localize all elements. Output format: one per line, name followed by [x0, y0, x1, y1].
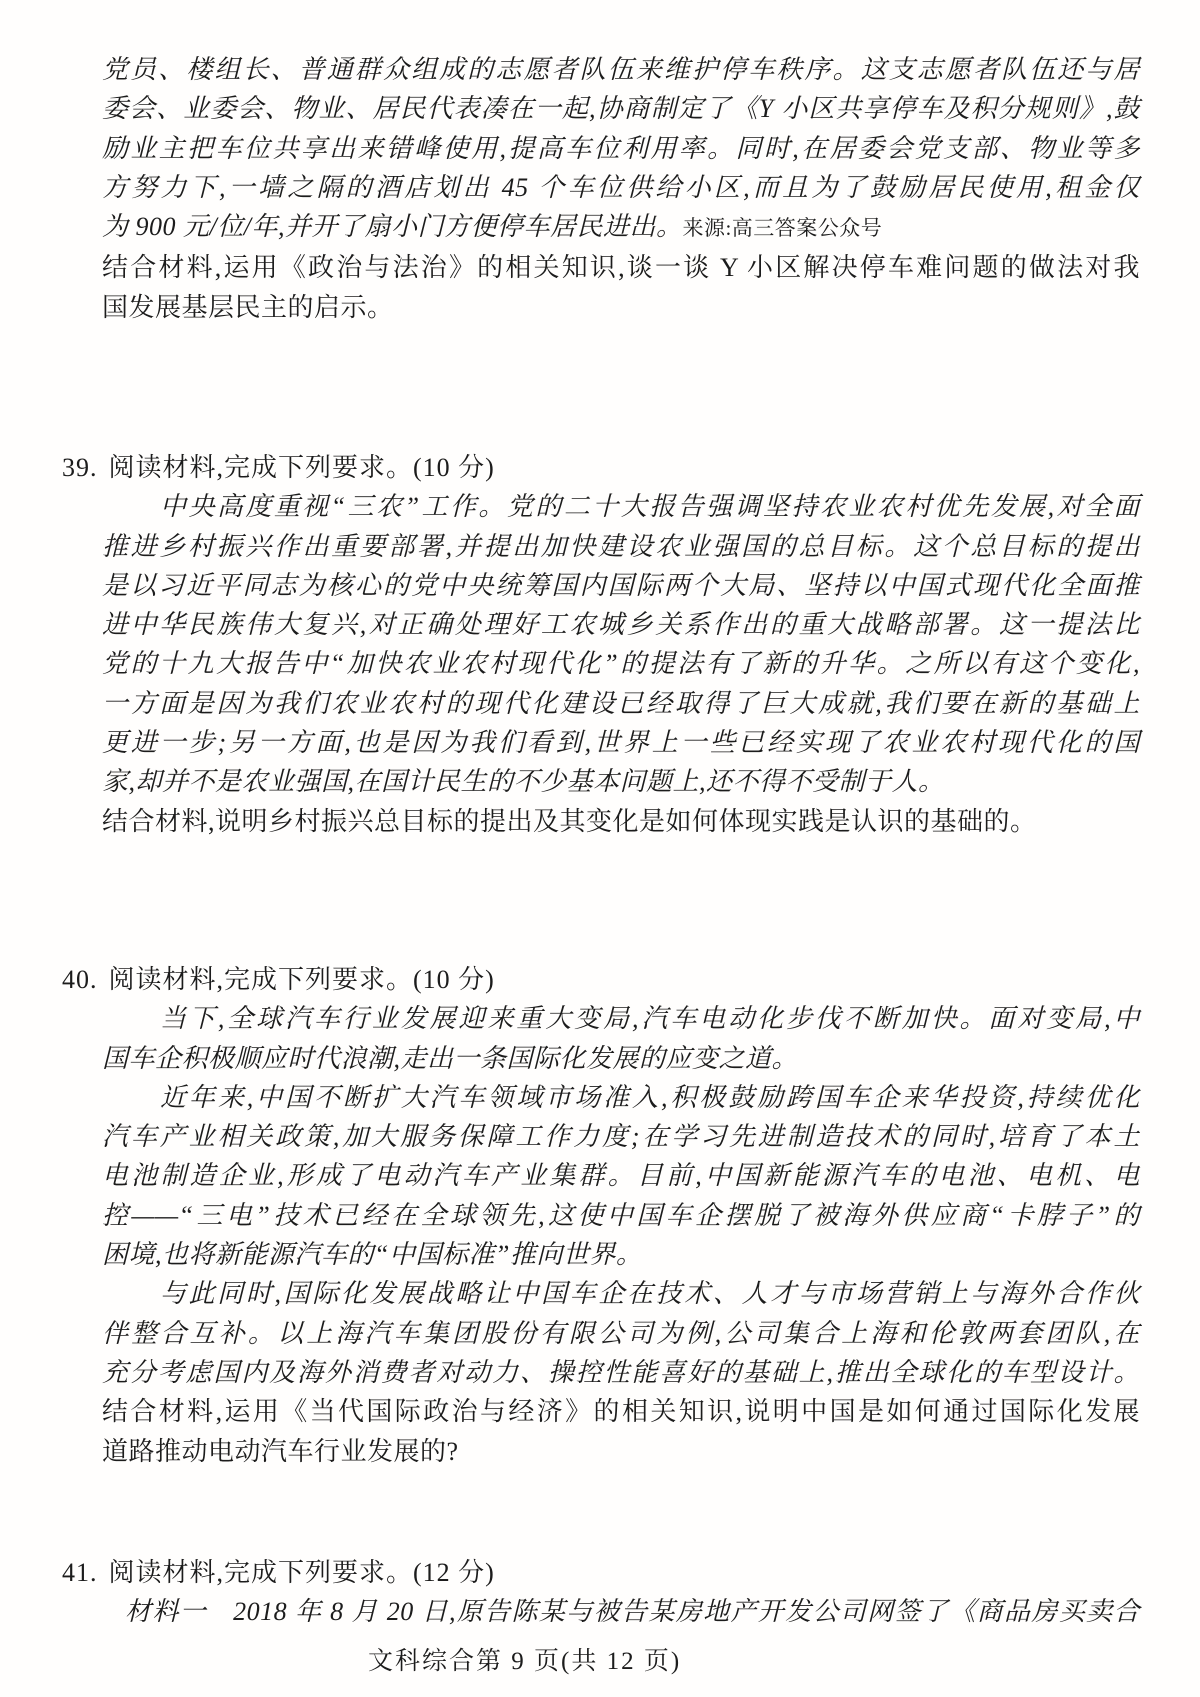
material-line: 是以习近平同志为核心的党中央统筹国内国际两个大局、坚持以中国式现代化全面推	[102, 570, 1140, 600]
question-40-number: 40.	[62, 965, 98, 994]
question-40	[62, 960, 1140, 1471]
material-line: 党的十九大报告中“加快农业农村现代化”的提法有了新的升华。之所以有这个变化,	[102, 649, 1140, 679]
material-line: 为 900 元/位/年,并开了扇小门方便停车居民进出。	[102, 212, 683, 242]
material-line: 汽车产业相关政策,加大服务保障工作力度;在学习先进制造技术的同时,培育了本土	[102, 1122, 1140, 1152]
material-line: 充分考虑国内及海外消费者对动力、操控性能喜好的基础上,推出全球化的车型设计。	[102, 1357, 1140, 1387]
material-line: 困境,也将新能源汽车的“中国标准”推向世界。	[102, 1240, 643, 1270]
material-line-with-label	[102, 1592, 1140, 1631]
material-line: 励业主把车位共享出来错峰使用,提高车位利用率。同时,在居委会党支部、物业等多	[102, 133, 1140, 163]
material-line: 委会、业委会、物业、居民代表凑在一起,协商制定了《Y 小区共享停车及积分规则》,鼓	[102, 94, 1140, 124]
material-line: 电池制造企业,形成了电动汽车产业集群。目前,中国新能源汽车的电池、电机、电	[102, 1161, 1140, 1191]
source-note: 来源:高三答案公众号	[682, 216, 883, 241]
material-line: 与此同时,国际化发展战略让中国车企在技术、人才与市场营销上与海外合作伙	[160, 1279, 1140, 1309]
material-line: 一方面是因为我们农业农村的现代化建设已经取得了巨大成就,我们要在新的基础上	[102, 688, 1140, 718]
question-41-heading	[62, 1553, 1140, 1592]
question-prompt-line: 道路推动电动汽车行业发展的?	[102, 1436, 459, 1466]
material-line: 当下,全球汽车行业发展迎来重大变局,汽车电动化步伐不断加快。面对变局,中	[160, 1004, 1140, 1034]
question-41-number: 41.	[62, 1558, 98, 1587]
material-line-with-source	[102, 207, 1140, 248]
material-line: 方努力下,一墙之隔的酒店划出 45 个车位供给小区,而且为了鼓励居民使用,租金仅	[102, 172, 1140, 202]
material-line: 国车企积极顺应时代浪潮,走出一条国际化发展的应变之道。	[102, 1043, 799, 1073]
question-39-title: 阅读材料,完成下列要求。(10 分)	[108, 453, 495, 482]
question-prompt-line: 国发展基层民主的启示。	[102, 292, 394, 322]
material-line: 更进一步;另一方面,也是因为我们看到,世界上一些已经实现了农业农村现代化的国	[102, 728, 1140, 758]
q38-continuation-block	[102, 50, 1140, 327]
question-prompt-line: 结合材料,说明乡村振兴总目标的提出及其变化是如何体现实践是认识的基础的。	[102, 806, 1037, 836]
material-line: 家,却并不是农业强国,在国计民生的不少基本问题上,还不得不受制于人。	[102, 767, 945, 797]
material-line: 2018 年 8 月 20 日,原告陈某与被告某房地产开发公司网签了《商品房买卖合	[233, 1597, 1140, 1627]
material-one-label: 材料一	[125, 1597, 208, 1627]
question-41	[62, 1553, 1140, 1632]
page-footer: 文科综合第 9 页(共 12 页)	[368, 1648, 682, 1675]
question-39	[62, 448, 1140, 841]
material-line: 中央高度重视“三农”工作。党的二十大报告强调坚持农业农村优先发展,对全面	[160, 492, 1140, 522]
question-41-title: 阅读材料,完成下列要求。(12 分)	[108, 1558, 495, 1587]
material-line: 控——“三电”技术已经在全球领先,这使中国车企摆脱了被海外供应商“卡脖子”的	[102, 1200, 1140, 1230]
question-39-heading	[62, 448, 1140, 487]
material-line: 进中华民族伟大复兴,对正确处理好工农城乡关系作出的重大战略部署。这一提法比	[102, 610, 1140, 640]
question-39-number: 39.	[62, 453, 98, 482]
material-line: 伴整合互补。以上海汽车集团股份有限公司为例,公司集合上海和伦敦两套团队,在	[102, 1318, 1140, 1348]
question-prompt-line: 结合材料,运用《当代国际政治与经济》的相关知识,说明中国是如何通过国际化发展	[102, 1397, 1140, 1427]
question-prompt-line: 结合材料,运用《政治与法治》的相关知识,谈一谈 Y 小区解决停车难问题的做法对我	[102, 253, 1140, 283]
question-40-title: 阅读材料,完成下列要求。(10 分)	[108, 965, 495, 994]
question-40-heading	[62, 960, 1140, 999]
material-line: 近年来,中国不断扩大汽车领域市场准入,积极鼓励跨国车企来华投资,持续优化	[160, 1082, 1140, 1112]
material-line: 推进乡村振兴作出重要部署,并提出加快建设农业强国的总目标。这个总目标的提出	[102, 531, 1140, 561]
material-line: 党员、楼组长、普通群众组成的志愿者队伍来维护停车秩序。这支志愿者队伍还与居	[102, 55, 1140, 84]
